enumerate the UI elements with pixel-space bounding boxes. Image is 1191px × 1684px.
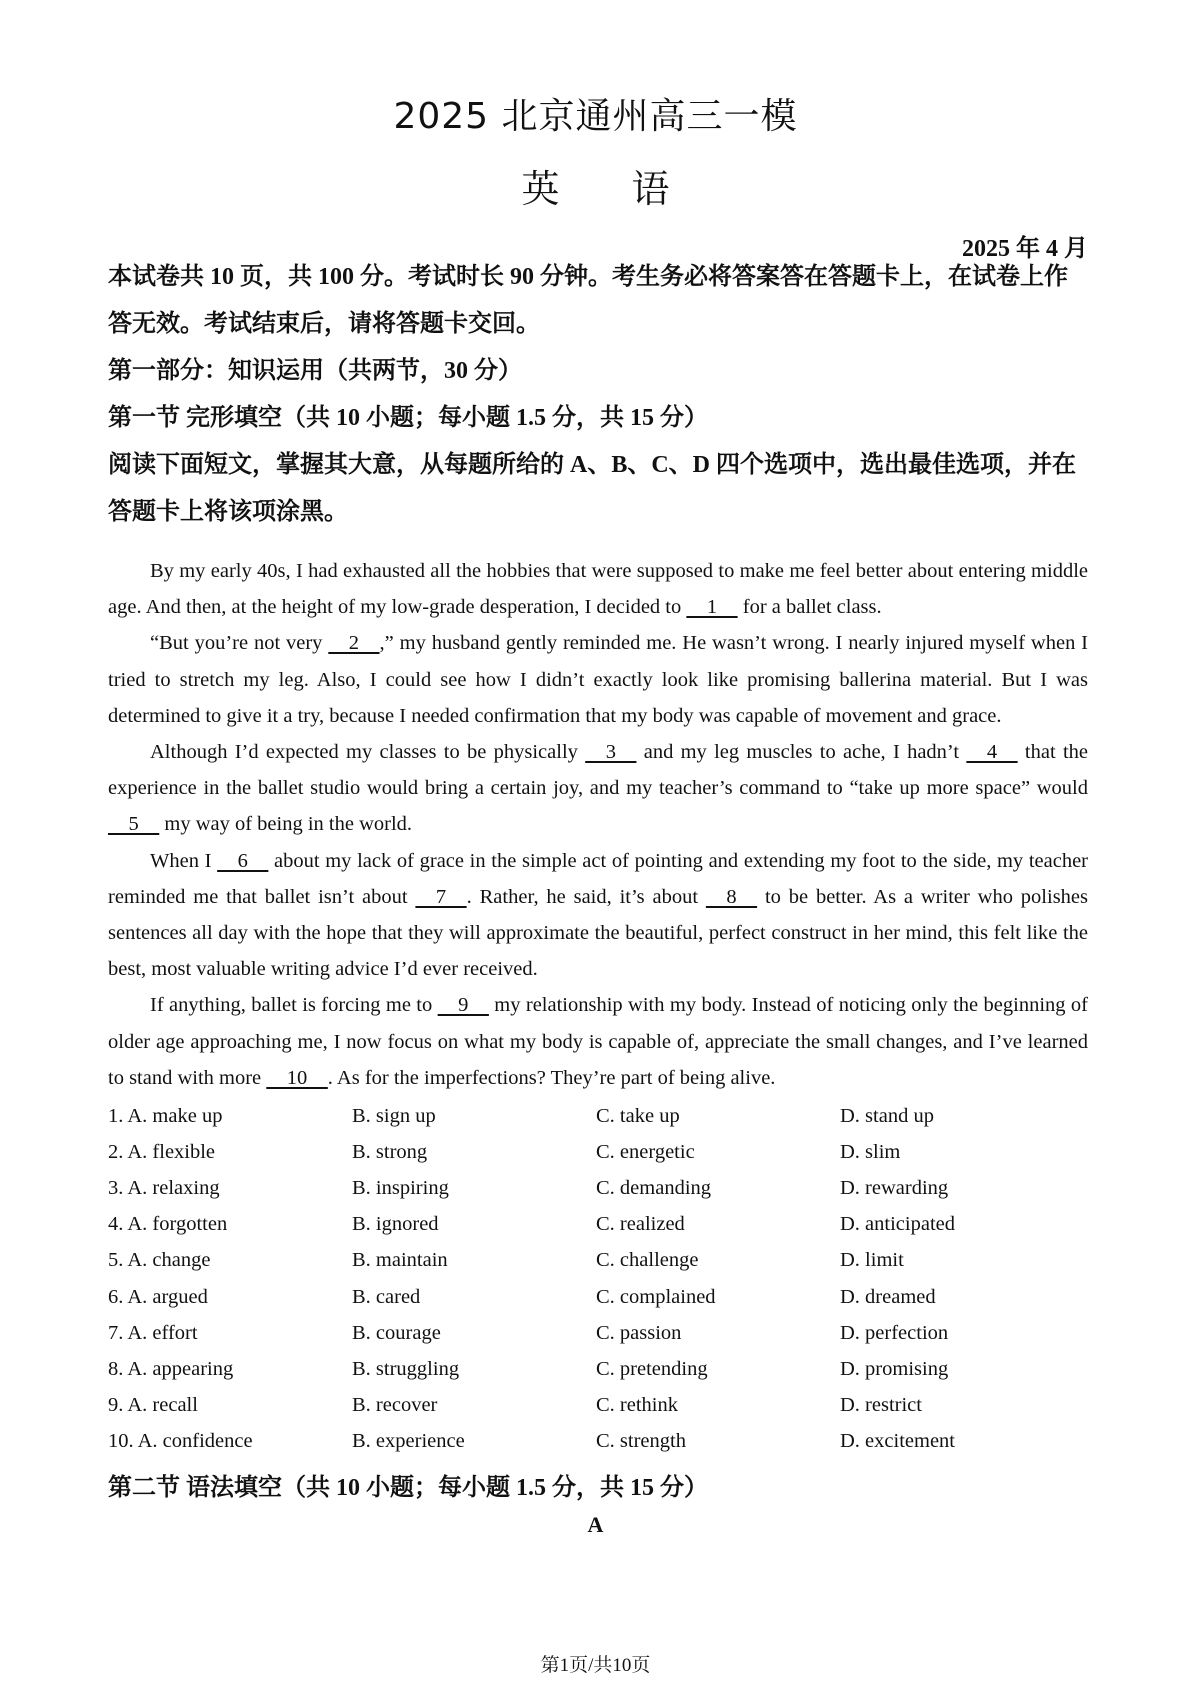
blank-3: 3 (585, 741, 637, 764)
passage-text: about my lack of grace in the simple act of pointing and extending my foot to the side, my teacher reminded me that ballet isn’t about (108, 849, 1089, 908)
option-b: B. ignored (352, 1213, 439, 1236)
option-b: B. maintain (352, 1249, 448, 1272)
option-row-8 (108, 1351, 1088, 1387)
option-d: D. perfection (840, 1321, 949, 1344)
option-a: 2. A. flexible (108, 1140, 216, 1163)
option-d: D. restrict (840, 1394, 922, 1417)
option-c: C. rethink (596, 1394, 678, 1417)
blank-5: 5 (108, 813, 160, 836)
passage-text: my way of being in the world. (159, 813, 413, 836)
option-c: C. challenge (596, 1249, 699, 1272)
option-a: 9. A. recall (108, 1394, 198, 1417)
passage-text: my relationship with my body. Instead of noticing only the beginning of older age approaching me, I now focus on what my body is capable of, appreciate the small changes, and I’ve learned to stand with more (108, 994, 1088, 1089)
blank-6: 6 (217, 849, 269, 872)
option-a: 7. A. effort (108, 1321, 198, 1344)
option-a: 5. A. change (108, 1249, 211, 1272)
passage-text: When I (150, 849, 218, 872)
option-b: B. strong (352, 1140, 428, 1163)
option-d: D. promising (840, 1357, 949, 1380)
page-number: 第1页/共10页 (540, 1655, 651, 1676)
option-b: B. experience (352, 1430, 465, 1453)
option-c: C. passion (596, 1321, 682, 1344)
option-row-2 (108, 1134, 1088, 1170)
passage-paragraph-1 (108, 553, 1088, 625)
option-row-4 (108, 1207, 1088, 1243)
exam-date: 2025 年 4 月 (962, 236, 1088, 262)
passage-text: “But you’re not very (150, 632, 329, 655)
passage-text: and my leg muscles to ache, I hadn’t (636, 741, 967, 764)
blank-2: 2 (328, 632, 380, 655)
option-b: B. recover (352, 1394, 438, 1417)
passage-text: to be better. As a writer who polishes sentences all day with the hope that they will approximate the beautiful, perfect construct in her mind, this felt like the best, most valuable writing advice I’d ever received. (108, 885, 1088, 981)
passage-text: ,” my husband gently reminded me. He wasn’t wrong. I nearly injured myself when I tried to stretch my leg. Also, I could see how I didn’t exactly look like promising ballerina material. But I was determined to give it a try, because I needed confirmation that my body was capable of movement and grace. (108, 632, 1089, 727)
option-a: 3. A. relaxing (108, 1176, 220, 1199)
option-row-3 (108, 1170, 1088, 1206)
section-2-heading: 第二节 语法填空（共 10 小题；每小题 1.5 分，共 15 分） (108, 1475, 708, 1501)
directions-line-1: 阅读下面短文，掌握其大意，从每题所给的 A、B、C、D 四个选项中，选出最佳选项，并在 (108, 452, 1077, 478)
passage-text: . As for the imperfections? They’re part of being alive. (327, 1066, 776, 1089)
passage-paragraph-3 (108, 734, 1088, 843)
blank-8: 8 (705, 885, 758, 908)
option-a: 10. A. confidence (108, 1430, 253, 1453)
option-b: B. inspiring (352, 1176, 449, 1199)
passage-text: for a ballet class. (737, 596, 882, 619)
blank-10: 10 (266, 1066, 328, 1089)
passage-paragraph-2 (108, 625, 1088, 734)
option-c: C. pretending (596, 1357, 708, 1380)
passage-text: By my early 40s, I had exhausted all the hobbies that were supposed to make me feel better about entering middle age. And then, at the height of my low-grade desperation, I decided to (108, 560, 1088, 619)
option-b: B. cared (352, 1285, 421, 1308)
option-b: B. courage (352, 1321, 441, 1344)
option-b: B. struggling (352, 1357, 460, 1380)
option-c: C. realized (596, 1213, 685, 1236)
option-a: 4. A. forgotten (108, 1213, 228, 1236)
option-d: D. limit (840, 1249, 904, 1272)
part-1-heading: 第一部分：知识运用（共两节，30 分） (108, 358, 522, 384)
section-2-label: A (587, 1512, 604, 1537)
option-c: C. take up (596, 1104, 680, 1127)
option-row-5 (108, 1243, 1088, 1279)
instructions-line-1: 本试卷共 10 页，共 100 分。考试时长 90 分钟。考生务必将答案答在答题卡上，在试卷上作 (108, 264, 1068, 290)
option-d: D. rewarding (840, 1176, 949, 1199)
instructions-line-2: 答无效。考试结束后，请将答题卡交回。 (108, 311, 540, 337)
option-c: C. demanding (596, 1176, 712, 1199)
cloze-passage (108, 553, 1088, 1096)
blank-4: 4 (966, 741, 1018, 764)
exam-subject: 英 语 (521, 167, 670, 211)
option-d: D. slim (840, 1140, 901, 1163)
passage-text: Although I’d expected my classes to be physically (150, 741, 586, 764)
passage-text: If anything, ballet is forcing me to (150, 994, 438, 1017)
option-d: D. excitement (840, 1430, 955, 1453)
blank-7: 7 (415, 885, 467, 908)
option-d: D. stand up (840, 1104, 934, 1127)
option-row-9 (108, 1388, 1088, 1424)
option-b: B. sign up (352, 1104, 436, 1127)
option-c: C. energetic (596, 1140, 695, 1163)
exam-title: 2025 北京通州高三一模 (393, 96, 798, 137)
answer-options (108, 1098, 1088, 1460)
passage-text: . Rather, he said, it’s about (466, 885, 706, 908)
option-a: 6. A. argued (108, 1285, 208, 1308)
option-row-10 (108, 1424, 1088, 1460)
option-d: D. anticipated (840, 1213, 955, 1236)
option-a: 1. A. make up (108, 1104, 223, 1127)
option-c: C. complained (596, 1285, 716, 1308)
option-row-7 (108, 1315, 1088, 1351)
option-row-6 (108, 1279, 1088, 1315)
option-d: D. dreamed (840, 1285, 936, 1308)
passage-paragraph-4 (108, 843, 1088, 988)
option-c: C. strength (596, 1430, 686, 1453)
blank-9: 9 (437, 994, 489, 1017)
option-row-1 (108, 1098, 1088, 1134)
section-1-heading: 第一节 完形填空（共 10 小题；每小题 1.5 分，共 15 分） (108, 405, 708, 431)
blank-1: 1 (686, 596, 738, 619)
directions-line-2: 答题卡上将该项涂黑。 (108, 499, 348, 525)
option-a: 8. A. appearing (108, 1357, 234, 1380)
passage-text: that the experience in the ballet studio would bring a certain joy, and my teacher’s command to “take up more space” would (108, 741, 1088, 800)
passage-paragraph-5 (108, 987, 1088, 1096)
